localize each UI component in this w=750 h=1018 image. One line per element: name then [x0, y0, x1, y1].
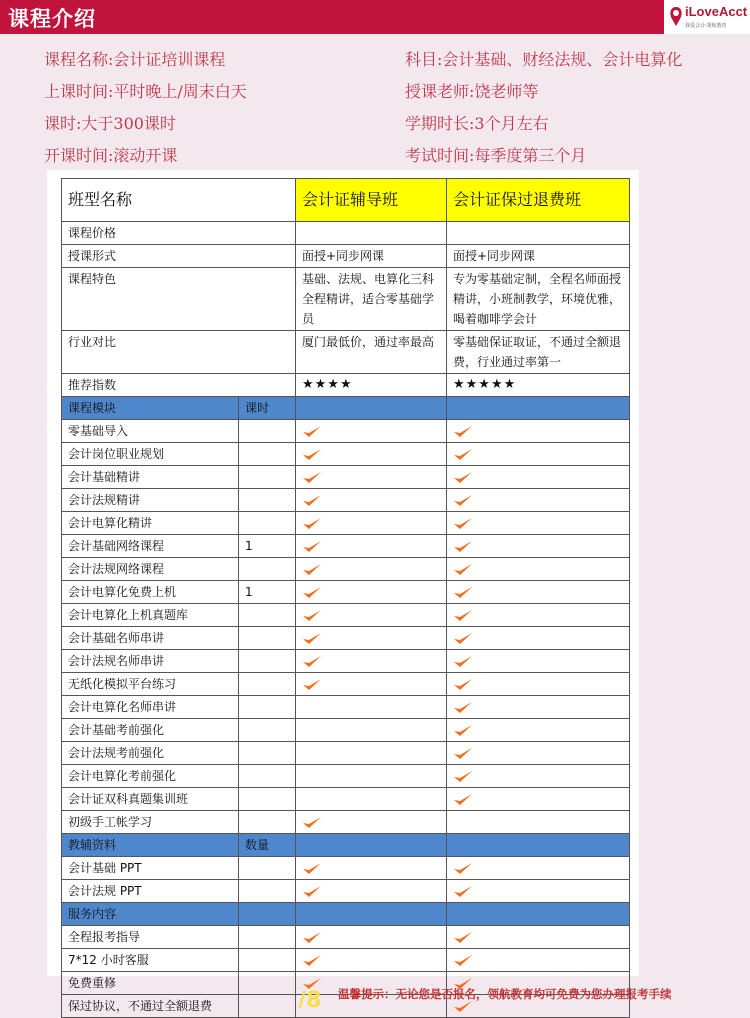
check-icon: [302, 585, 322, 600]
item-check-b: [447, 604, 630, 627]
table-row: [62, 880, 630, 903]
item-check-a: [296, 788, 447, 811]
table-row: [62, 650, 630, 673]
check-icon: [302, 631, 322, 646]
check-icon: [453, 424, 473, 439]
check-icon: [302, 976, 322, 991]
check-icon: [453, 677, 473, 692]
item-hours: [239, 673, 296, 696]
item-hours: [239, 926, 296, 949]
item-check-a: [296, 489, 447, 512]
feature-a: 基础、法规、电算化三科全程精讲，适合零基础学员: [296, 268, 447, 331]
rating-label: 推荐指数: [62, 374, 296, 397]
table-row: [62, 719, 630, 742]
item-check-b: [447, 420, 630, 443]
table-row: [62, 788, 630, 811]
item-check-a: [296, 604, 447, 627]
table-row: [62, 466, 630, 489]
item-check-b: [447, 949, 630, 972]
item-name: 会计岗位职业规划: [62, 443, 239, 466]
check-icon: [453, 562, 473, 577]
logo-subtext: 我爱会计·领航教育: [685, 23, 727, 29]
class-a-header: 会计证辅导班: [296, 179, 447, 222]
item-check-a: [296, 857, 447, 880]
material-section-label: 教辅资料: [62, 834, 239, 857]
check-icon: [453, 861, 473, 876]
item-hours: [239, 443, 296, 466]
check-icon: [302, 539, 322, 554]
course-hours: 课时:大于300课时: [44, 114, 176, 133]
item-name: 免费重修: [62, 972, 239, 995]
check-icon: [302, 654, 322, 669]
item-name: 零基础导入: [62, 420, 239, 443]
check-icon: [453, 769, 473, 784]
compare-label: 行业对比: [62, 331, 296, 374]
item-check-a: [296, 627, 447, 650]
item-name: 会计法规网络课程: [62, 558, 239, 581]
item-name: 会计基础网络课程: [62, 535, 239, 558]
item-hours: 1: [239, 581, 296, 604]
item-name: 会计基础考前强化: [62, 719, 239, 742]
item-name: 会计电算化上机真题库: [62, 604, 239, 627]
check-icon: [453, 654, 473, 669]
price-label: 课程价格: [62, 222, 296, 245]
item-name: 会计证双科真题集训班: [62, 788, 239, 811]
item-check-b: [447, 811, 630, 834]
item-check-a: [296, 443, 447, 466]
item-hours: [239, 811, 296, 834]
teacher: 授课老师:饶老师等: [405, 82, 539, 101]
item-name: 会计法规 PPT: [62, 880, 239, 903]
item-hours: [239, 420, 296, 443]
item-hours: [239, 719, 296, 742]
decorative-mark: /8: [298, 990, 322, 1008]
check-icon: [302, 424, 322, 439]
check-icon: [453, 470, 473, 485]
check-icon: [453, 539, 473, 554]
check-icon: [453, 723, 473, 738]
item-check-a: [296, 811, 447, 834]
item-check-a: [296, 650, 447, 673]
feature-row: [62, 268, 630, 331]
item-hours: [239, 857, 296, 880]
table-row: [62, 627, 630, 650]
compare-a: 厦门最低价，通过率最高: [296, 331, 447, 374]
item-check-a: [296, 558, 447, 581]
class-type-header: 班型名称: [62, 179, 296, 222]
logo-icon: [668, 5, 684, 27]
price-b: [447, 222, 630, 245]
item-check-b: [447, 650, 630, 673]
check-icon: [453, 493, 473, 508]
check-icon: [453, 608, 473, 623]
item-name: 会计法规考前强化: [62, 742, 239, 765]
table-row: [62, 420, 630, 443]
item-check-a: [296, 949, 447, 972]
compare-b: 零基础保证取证，不通过全额退费，行业通过率第一: [447, 331, 630, 374]
table-row: [62, 811, 630, 834]
feature-b: 专为零基础定制，全程名师面授精讲，小班制教学，环境优雅，喝着咖啡学会计: [447, 268, 630, 331]
module-hours-header: 课时: [239, 397, 296, 420]
course-comparison-table: [61, 178, 630, 1018]
item-hours: [239, 788, 296, 811]
feature-label: 课程特色: [62, 268, 296, 331]
material-section-header: [62, 834, 630, 857]
item-name: 会计电算化免费上机: [62, 581, 239, 604]
item-name: 会计基础精讲: [62, 466, 239, 489]
check-icon: [453, 447, 473, 462]
item-name: 初级手工帐学习: [62, 811, 239, 834]
table-row: [62, 742, 630, 765]
table-header-row: [62, 179, 630, 222]
check-icon: [453, 884, 473, 899]
check-icon: [453, 930, 473, 945]
item-hours: [239, 949, 296, 972]
course-name: 课程名称:会计证培训课程: [44, 50, 226, 69]
table-row: [62, 673, 630, 696]
item-check-a: [296, 719, 447, 742]
table-row: [62, 535, 630, 558]
check-icon: [302, 677, 322, 692]
item-check-b: [447, 512, 630, 535]
item-name: 7*12 小时客服: [62, 949, 239, 972]
check-icon: [302, 493, 322, 508]
module-section-label: 课程模块: [62, 397, 239, 420]
service-section-header: [62, 903, 630, 926]
rating-a: ★★★★: [296, 374, 447, 397]
table-row: [62, 857, 630, 880]
modules-body: [62, 420, 630, 834]
form-label: 授课形式: [62, 245, 296, 268]
check-icon: [302, 930, 322, 945]
item-hours: [239, 972, 296, 995]
check-icon: [302, 516, 322, 531]
check-icon: [453, 953, 473, 968]
table-row: [62, 489, 630, 512]
table-row: [62, 443, 630, 466]
check-icon: [453, 631, 473, 646]
price-row: [62, 222, 630, 245]
item-check-b: [447, 788, 630, 811]
item-check-b: [447, 696, 630, 719]
logo-text: iLoveAcct: [685, 4, 748, 19]
item-check-b: [447, 466, 630, 489]
item-name: 会计电算化考前强化: [62, 765, 239, 788]
item-check-b: [447, 880, 630, 903]
item-check-b: [447, 627, 630, 650]
item-name: 全程报考指导: [62, 926, 239, 949]
item-check-b: [447, 673, 630, 696]
item-hours: [239, 558, 296, 581]
item-check-b: [447, 742, 630, 765]
check-icon: [453, 700, 473, 715]
form-row: [62, 245, 630, 268]
item-name: 无纸化模拟平台练习: [62, 673, 239, 696]
item-check-a: [296, 742, 447, 765]
item-hours: [239, 765, 296, 788]
item-hours: [239, 604, 296, 627]
item-check-b: [447, 558, 630, 581]
item-check-b: [447, 765, 630, 788]
table-row: [62, 949, 630, 972]
table-row: [62, 926, 630, 949]
module-section-header: [62, 397, 630, 420]
check-icon: [302, 608, 322, 623]
top-bar: [0, 0, 750, 34]
start-time: 开课时间:滚动开课: [44, 146, 178, 165]
item-check-a: [296, 512, 447, 535]
form-a: 面授+同步网课: [296, 245, 447, 268]
check-icon: [453, 585, 473, 600]
check-icon: [302, 861, 322, 876]
service-section-label: 服务内容: [62, 903, 239, 926]
services-body: [62, 926, 630, 1018]
item-name: 会计法规名师串讲: [62, 650, 239, 673]
item-hours: [239, 650, 296, 673]
form-b: 面授+同步网课: [447, 245, 630, 268]
item-name: 会计基础名师串讲: [62, 627, 239, 650]
item-check-a: [296, 581, 447, 604]
check-icon: [453, 746, 473, 761]
item-check-a: [296, 535, 447, 558]
item-name: 会计电算化名师串讲: [62, 696, 239, 719]
item-hours: [239, 512, 296, 535]
item-hours: [239, 995, 296, 1018]
item-check-a: [296, 765, 447, 788]
table-row: [62, 512, 630, 535]
price-a: [296, 222, 447, 245]
item-name: 会计法规精讲: [62, 489, 239, 512]
item-name: 会计电算化精讲: [62, 512, 239, 535]
item-hours: 1: [239, 535, 296, 558]
item-check-a: [296, 696, 447, 719]
subjects: 科目:会计基础、财经法规、会计电算化: [405, 50, 683, 69]
compare-row: [62, 331, 630, 374]
item-hours: [239, 696, 296, 719]
exam-time: 考试时间:每季度第三个月: [405, 146, 587, 165]
class-time: 上课时间:平时晚上/周末白天: [44, 82, 247, 101]
class-b-header: 会计证保过退费班: [447, 179, 630, 222]
item-check-a: [296, 880, 447, 903]
material-qty-header: 数量: [239, 834, 296, 857]
rating-b: ★★★★★: [447, 374, 630, 397]
item-check-b: [447, 535, 630, 558]
item-check-b: [447, 719, 630, 742]
table-row: [62, 581, 630, 604]
item-check-a: [296, 926, 447, 949]
check-icon: [302, 470, 322, 485]
section-title: 课程介绍: [8, 6, 96, 31]
table-row: [62, 696, 630, 719]
item-hours: [239, 742, 296, 765]
item-name: 会计基础 PPT: [62, 857, 239, 880]
item-name: 保过协议，不通过全额退费: [62, 995, 239, 1018]
item-hours: [239, 489, 296, 512]
item-check-a: [296, 466, 447, 489]
logo: [664, 0, 750, 34]
item-hours: [239, 880, 296, 903]
item-check-b: [447, 581, 630, 604]
check-icon: [302, 447, 322, 462]
item-check-b: [447, 857, 630, 880]
check-icon: [302, 815, 322, 830]
item-check-a: [296, 420, 447, 443]
item-check-b: [447, 443, 630, 466]
rating-row: [62, 374, 630, 397]
footer-notice: 温馨提示：无论您是否报名，领航教育均可免费为您办理报考手续: [338, 987, 672, 1001]
item-hours: [239, 466, 296, 489]
check-icon: [453, 516, 473, 531]
table-row: [62, 558, 630, 581]
term-length: 学期时长:3个月左右: [405, 114, 549, 133]
table-row: [62, 604, 630, 627]
check-icon: [302, 562, 322, 577]
item-hours: [239, 627, 296, 650]
item-check-b: [447, 926, 630, 949]
check-icon: [302, 953, 322, 968]
check-icon: [302, 884, 322, 899]
materials-body: [62, 857, 630, 903]
check-icon: [453, 792, 473, 807]
item-check-b: [447, 489, 630, 512]
table-row: [62, 765, 630, 788]
item-check-a: [296, 673, 447, 696]
